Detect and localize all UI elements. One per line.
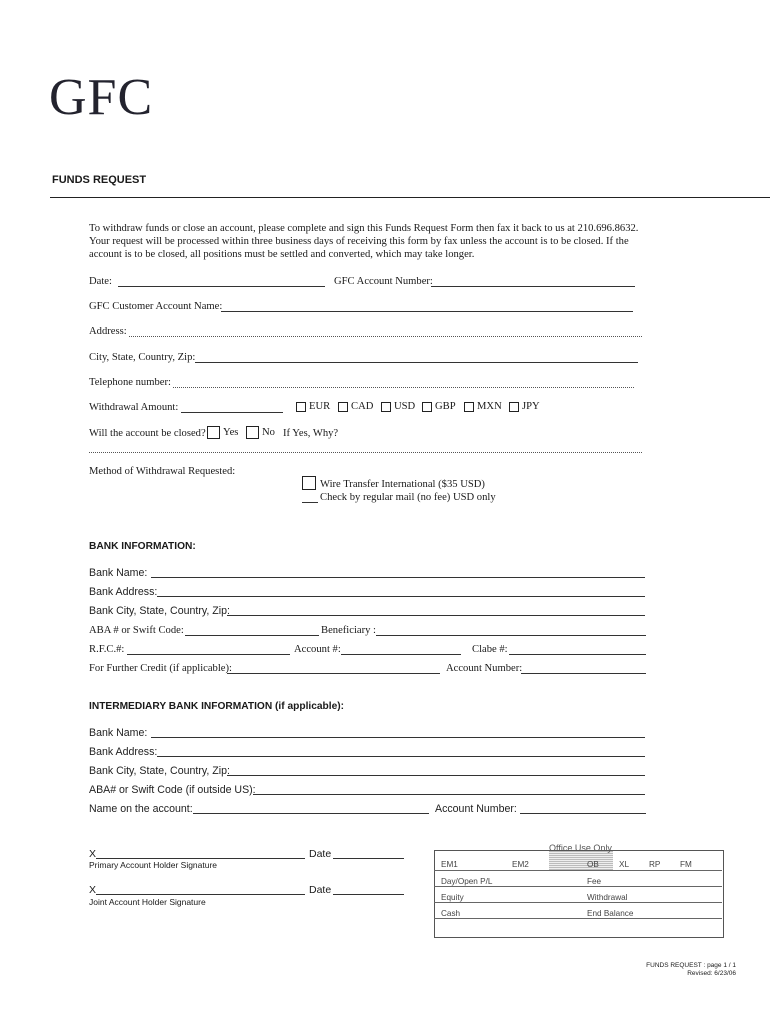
office-equity: Equity [441, 893, 464, 902]
office-cash: Cash [441, 909, 461, 918]
withdrawal-amount-field[interactable] [181, 412, 283, 413]
currency-eur-option[interactable]: EUR [296, 401, 330, 412]
primary-date-field[interactable] [333, 858, 404, 859]
bank-address-label: Bank Address: [89, 586, 158, 598]
footer-revised: Revised: 6/23/06 [687, 970, 736, 977]
office-em2: EM2 [512, 860, 529, 869]
office-xl: XL [619, 860, 630, 869]
office-fm: FM [680, 860, 692, 869]
joint-date-field[interactable] [333, 894, 404, 895]
office-shaded-area [549, 851, 613, 870]
int-account-number-label: Account Number: [435, 803, 517, 815]
aba-field[interactable] [185, 635, 319, 636]
bank-name-field[interactable] [151, 577, 645, 578]
office-ob: OB [587, 860, 599, 869]
office-end-balance: End Balance [587, 909, 634, 918]
withdrawal-amount-label: Withdrawal Amount: [89, 402, 179, 413]
int-bank-name-label: Bank Name: [89, 727, 148, 739]
office-row-divider [434, 870, 722, 871]
date-field[interactable] [118, 286, 325, 287]
joint-date-label: Date [309, 884, 332, 896]
rfc-label: R.F.C.#: [89, 644, 125, 655]
close-reason-field[interactable] [89, 452, 642, 453]
beneficiary-label: Beneficiary : [321, 625, 377, 636]
name-on-account-label: Name on the account: [89, 803, 193, 815]
checkbox-icon[interactable] [207, 426, 220, 439]
checkbox-icon[interactable] [422, 402, 432, 412]
office-rp: RP [649, 860, 661, 869]
office-row-divider [434, 886, 722, 887]
if-yes-why-label: If Yes, Why? [283, 428, 339, 439]
address-label: Address: [89, 326, 127, 337]
clabe-label: Clabe #: [472, 644, 508, 655]
date-label: Date: [89, 276, 112, 287]
gfc-account-number-label: GFC Account Number: [334, 276, 433, 287]
bank-name-label: Bank Name: [89, 567, 148, 579]
wire-transfer-label: Wire Transfer International ($35 USD) [320, 479, 485, 490]
office-withdrawal: Withdrawal [587, 893, 628, 902]
office-fee: Fee [587, 877, 602, 886]
int-aba-label: ABA# or Swift Code (if outside US): [89, 784, 256, 796]
account-hash-label: Account #: [294, 644, 341, 655]
further-credit-field[interactable] [227, 673, 440, 674]
checkbox-icon[interactable] [296, 402, 306, 412]
customer-account-name-field[interactable] [221, 311, 633, 312]
account-closed-label: Will the account be closed? [89, 428, 206, 439]
check-blank[interactable] [302, 502, 318, 503]
checkbox-icon[interactable] [246, 426, 259, 439]
joint-signature-caption: Joint Account Holder Signature [89, 897, 206, 907]
check-mail-label: Check by regular mail (no fee) USD only [320, 492, 496, 503]
form-title: FUNDS REQUEST [52, 174, 147, 186]
customer-account-name-label: GFC Customer Account Name: [89, 301, 223, 312]
bank-info-heading: BANK INFORMATION: [89, 541, 196, 552]
checkbox-icon[interactable] [509, 402, 519, 412]
intermediary-heading: INTERMEDIARY BANK INFORMATION (if applicable): [89, 701, 345, 712]
telephone-field[interactable] [173, 387, 634, 388]
footer-page: FUNDS REQUEST : page 1 / 1 [646, 962, 736, 969]
city-state-field[interactable] [195, 362, 638, 363]
joint-x-mark: X [89, 884, 97, 896]
int-bank-city-label: Bank City, State, Country, Zip: [89, 765, 230, 777]
further-credit-label: For Further Credit (if applicable): [89, 663, 232, 674]
office-row-divider [434, 902, 722, 903]
city-state-label: City, State, Country, Zip: [89, 352, 196, 363]
account-closed-no-option[interactable]: No [246, 426, 275, 439]
bank-address-field[interactable] [157, 596, 645, 597]
bank-city-field[interactable] [227, 615, 645, 616]
aba-label: ABA # or Swift Code: [89, 625, 184, 636]
rfc-field[interactable] [127, 654, 290, 655]
primary-x-mark: X [89, 848, 97, 860]
gfc-account-number-field[interactable] [431, 286, 635, 287]
account-hash-field[interactable] [341, 654, 461, 655]
office-row-divider [434, 918, 722, 919]
header-divider [50, 197, 770, 198]
checkbox-icon[interactable] [464, 402, 474, 412]
office-day-open: Day/Open P/L [441, 877, 493, 886]
office-use-heading: Office Use Only [549, 843, 612, 853]
beneficiary-field[interactable] [376, 635, 646, 636]
currency-jpy-option[interactable]: JPY [509, 401, 540, 412]
office-em1: EM1 [441, 860, 458, 869]
method-label: Method of Withdrawal Requested: [89, 466, 236, 477]
currency-mxn-option[interactable]: MXN [464, 401, 502, 412]
clabe-field[interactable] [509, 654, 646, 655]
telephone-label: Telephone number: [89, 377, 171, 388]
primary-signature-field[interactable] [96, 858, 305, 859]
bank-account-number-field[interactable] [521, 673, 646, 674]
checkbox-icon[interactable] [338, 402, 348, 412]
intro-paragraph: To withdraw funds or close an account, please complete and sign this Funds Request Form then fax it back to us at 210.696.8632. Your request will be processed within three business days of receiving this form by fax unless the account is to be closed. If the account is to be closed, all positions must be settled and converted, which may take longer. [89, 223, 639, 260]
joint-signature-field[interactable] [96, 894, 305, 895]
currency-usd-option[interactable]: USD [381, 401, 415, 412]
int-account-number-field[interactable] [520, 813, 646, 814]
name-on-account-field[interactable] [193, 813, 429, 814]
currency-cad-option[interactable]: CAD [338, 401, 373, 412]
page-footer [646, 962, 736, 978]
wire-checkbox-icon[interactable] [302, 476, 316, 490]
checkbox-icon[interactable] [381, 402, 391, 412]
currency-gbp-option[interactable]: GBP [422, 401, 456, 412]
account-closed-yes-option[interactable]: Yes [207, 426, 238, 439]
int-bank-address-label: Bank Address: [89, 746, 158, 758]
int-bank-city-field[interactable] [227, 775, 645, 776]
primary-date-label: Date [309, 848, 332, 860]
bank-account-number-label: Account Number: [446, 663, 523, 674]
int-bank-name-field[interactable] [151, 737, 645, 738]
bank-city-label: Bank City, State, Country, Zip: [89, 605, 230, 617]
address-field[interactable] [129, 336, 642, 337]
company-logo: GFC [49, 69, 154, 126]
int-bank-address-field[interactable] [157, 756, 645, 757]
int-aba-field[interactable] [253, 794, 645, 795]
primary-signature-caption: Primary Account Holder Signature [89, 860, 218, 870]
